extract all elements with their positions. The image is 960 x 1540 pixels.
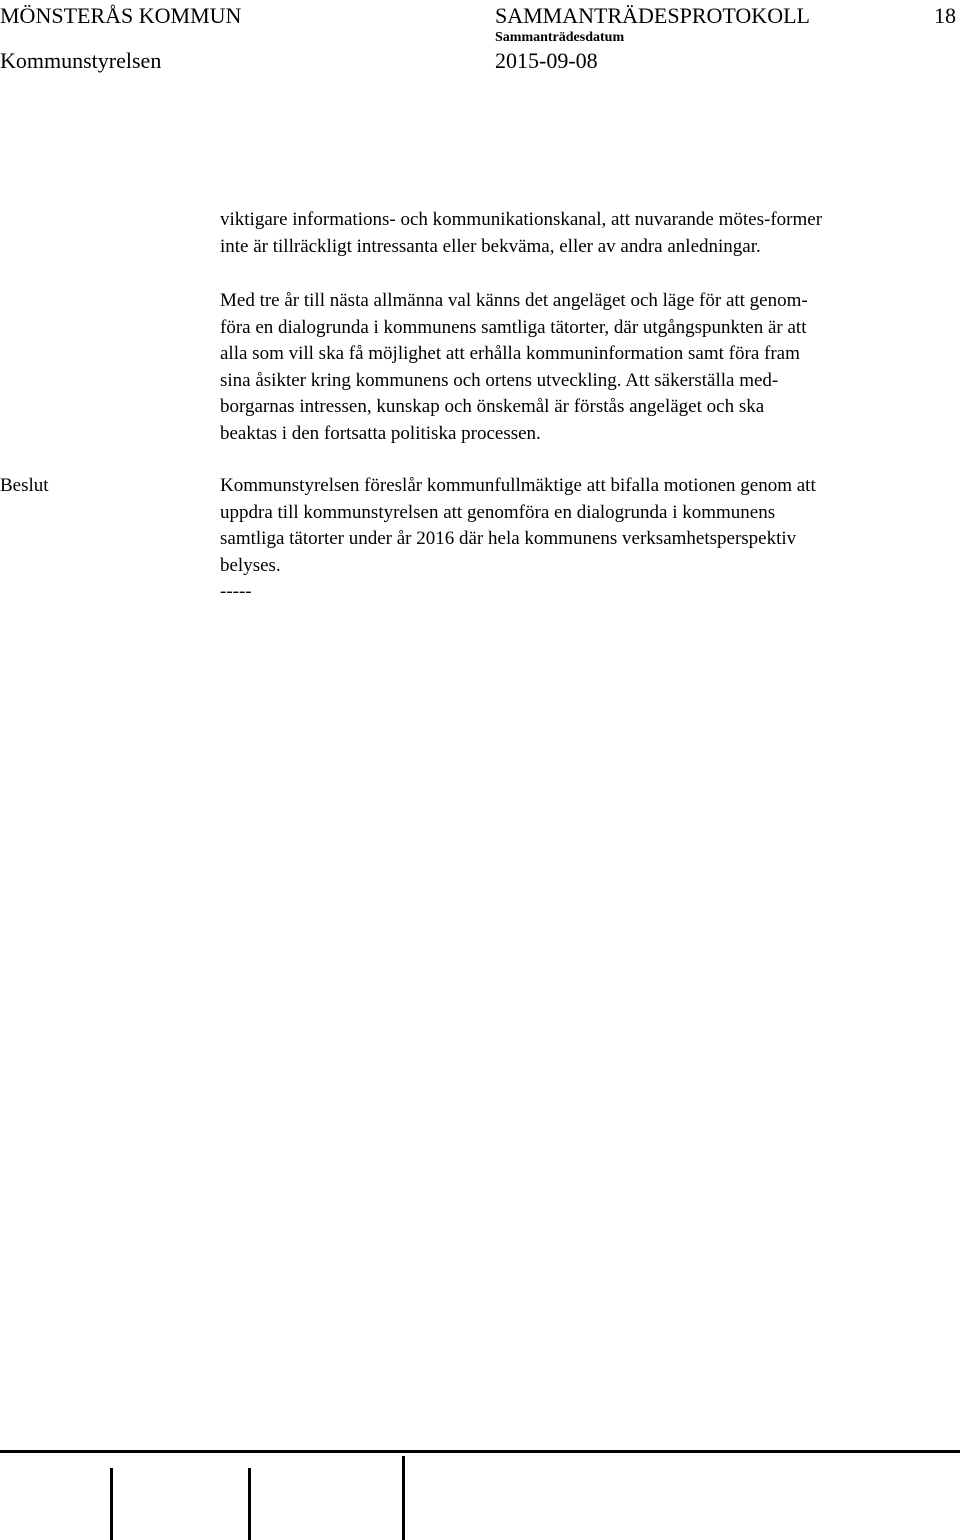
text-line: viktigare informations- och kommunikationskanal, att nuvarande mötes-former <box>220 209 823 230</box>
text-line: sina åsikter kring kommunens och ortens utveckling. Att säkerställa med- <box>220 369 779 391</box>
municipality-name: MÖNSTERÅS KOMMUN <box>0 3 242 28</box>
text-line: borgarnas intressen, kunskap och önskemål är förstås angeläget och ska <box>220 396 765 417</box>
text-line: Med tre år till nästa allmänna val känns det angeläget och läge för att genom- <box>220 290 808 311</box>
text-line: beaktas i den fortsatta politiska processen. <box>220 422 541 444</box>
text-line: Kommunstyrelsen föreslår kommunfullmäktige att bifalla motionen genom att <box>220 475 816 496</box>
decision-text <box>220 473 950 579</box>
text-line: uppdra till kommunstyrelsen att genomföra en dialogrunda i kommunens <box>220 501 776 523</box>
page-number: 18 <box>934 3 956 28</box>
paragraph-2 <box>220 288 950 447</box>
signature-rule <box>0 1450 960 1453</box>
meeting-date-label: Sammanträdesdatum <box>495 30 625 45</box>
text-line: belyses. <box>220 554 281 576</box>
meeting-date: 2015-09-08 <box>495 48 598 73</box>
signature-box-divider <box>110 1468 113 1540</box>
text-line: samtliga tätorter under år 2016 där hela kommunens verksamhetsperspektiv <box>220 528 797 549</box>
decision-label: Beslut <box>0 475 49 496</box>
end-marker: ----- <box>220 581 252 602</box>
committee-name: Kommunstyrelsen <box>0 48 162 73</box>
text-line: föra en dialogrunda i kommunens samtliga tätorter, där utgångspunkten är att <box>220 316 807 338</box>
document-type: SAMMANTRÄDESPROTOKOLL <box>495 3 810 28</box>
signature-box-divider <box>402 1456 405 1540</box>
text-line: inte är tillräckligt intressanta eller bekväma, eller av andra anledningar. <box>220 235 761 257</box>
paragraph-1 <box>220 207 950 260</box>
signature-box-divider <box>248 1468 251 1540</box>
text-line: alla som vill ska få möjlighet att erhålla kommuninformation samt föra fram <box>220 343 800 364</box>
